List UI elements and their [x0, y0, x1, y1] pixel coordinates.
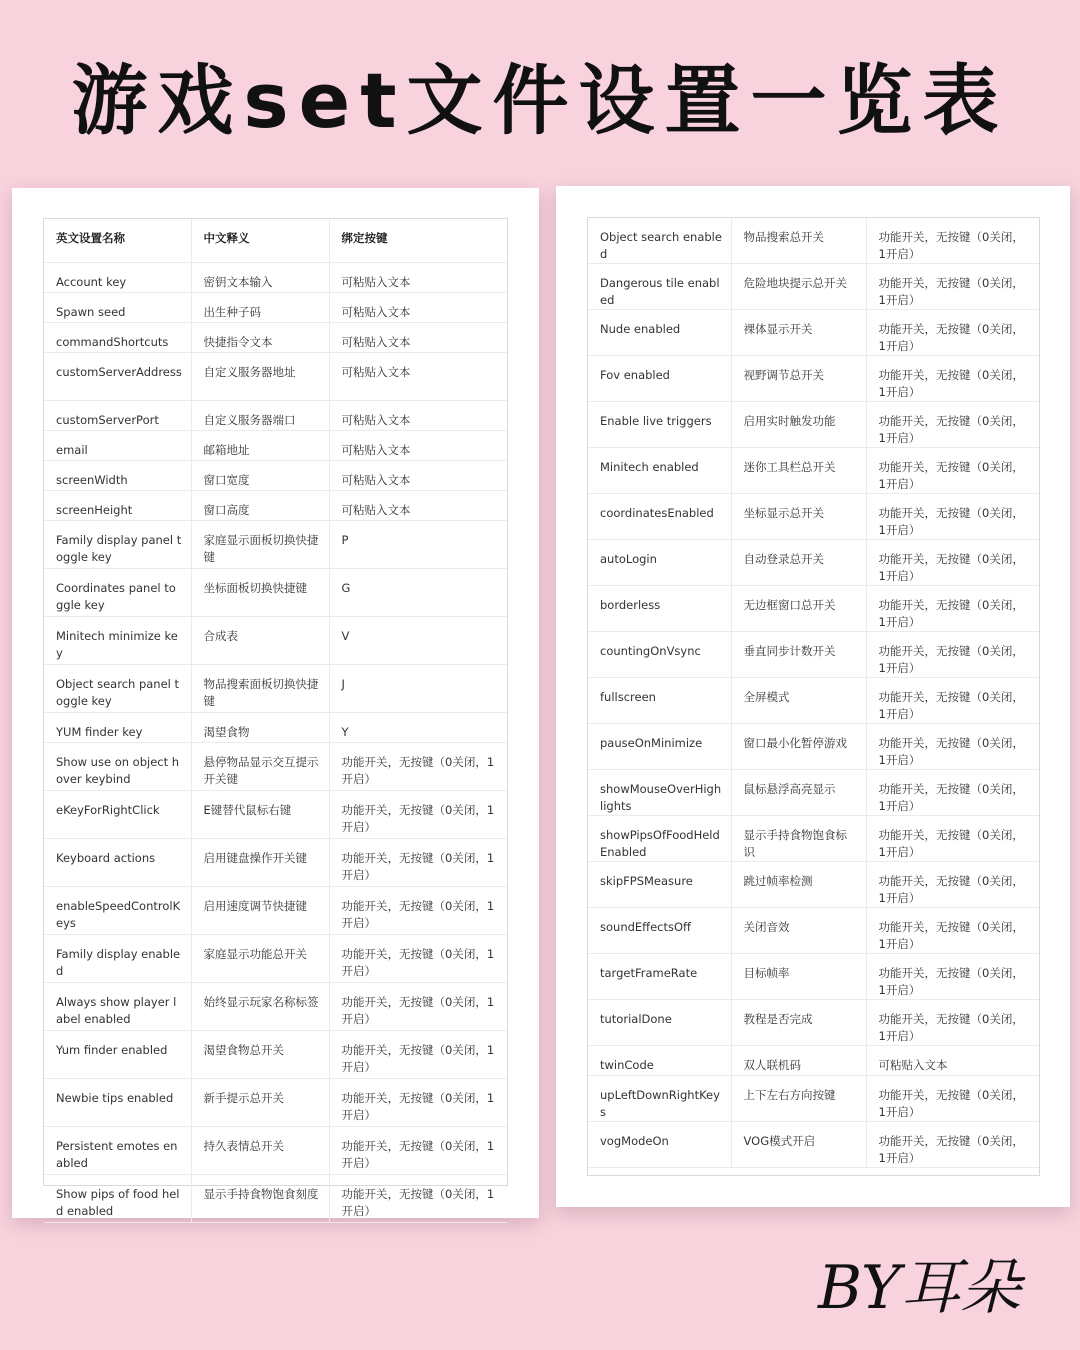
table-row: [588, 1000, 1039, 1046]
cell-english-name: Object search enabled: [588, 218, 731, 264]
cell-english-name: YUM finder key: [44, 713, 191, 743]
cell-key-binding: 功能开关，无按键（0关闭，1开启）: [329, 1079, 507, 1127]
cell-key-binding: 功能开关，无按键（0关闭，1开启）: [866, 402, 1039, 448]
cell-chinese-meaning: 窗口最小化暂停游戏: [731, 724, 866, 770]
cell-key-binding: G: [329, 569, 507, 617]
table-row: [588, 586, 1039, 632]
cell-english-name: vogModeOn: [588, 1122, 731, 1168]
cell-english-name: borderless: [588, 586, 731, 632]
cell-key-binding: 功能开关，无按键（0关闭，1开启）: [866, 908, 1039, 954]
cell-english-name: Yum finder enabled: [44, 1031, 191, 1079]
table-row: [588, 816, 1039, 862]
cell-chinese-meaning: 持久表情总开关: [191, 1127, 329, 1175]
table-row: [44, 935, 507, 983]
cell-chinese-meaning: 物品搜索面板切换快捷键: [191, 665, 329, 713]
left-table-frame: [43, 218, 508, 1218]
cell-chinese-meaning: 显示手持食物饱食标识: [731, 816, 866, 862]
table-row: [588, 724, 1039, 770]
cell-key-binding: 可粘贴入文本: [329, 491, 507, 521]
table-row: [588, 402, 1039, 448]
cell-english-name: Show pips of food held enabled: [44, 1175, 191, 1223]
table-row: [44, 1127, 507, 1175]
cell-chinese-meaning: 家庭显示面板切换快捷键: [191, 521, 329, 569]
cell-english-name: customServerPort: [44, 401, 191, 431]
cell-english-name: Persistent emotes enabled: [44, 1127, 191, 1175]
cell-chinese-meaning: 坐标显示总开关: [731, 494, 866, 540]
page-title: 游戏set文件设置一览表: [71, 56, 1009, 145]
cell-chinese-meaning: 密钥文本输入: [191, 263, 329, 293]
cell-key-binding: 可粘贴入文本: [329, 263, 507, 293]
cell-chinese-meaning: 危险地块提示总开关: [731, 264, 866, 310]
cell-english-name: fullscreen: [588, 678, 731, 724]
cell-english-name: pauseOnMinimize: [588, 724, 731, 770]
cell-chinese-meaning: 快捷指令文本: [191, 323, 329, 353]
cell-english-name: Enable live triggers: [588, 402, 731, 448]
cell-chinese-meaning: 迷你工具栏总开关: [731, 448, 866, 494]
table-row: [588, 1122, 1039, 1168]
cell-key-binding: P: [329, 521, 507, 569]
cell-chinese-meaning: 垂直同步计数开关: [731, 632, 866, 678]
table-row: [588, 448, 1039, 494]
cell-english-name: skipFPSMeasure: [588, 862, 731, 908]
cell-key-binding: 功能开关，无按键（0关闭，1开启）: [866, 724, 1039, 770]
cell-english-name: Dangerous tile enabled: [588, 264, 731, 310]
table-row: [44, 839, 507, 887]
cell-english-name: autoLogin: [588, 540, 731, 586]
cell-chinese-meaning: 自定义服务器地址: [191, 353, 329, 401]
table-row: [588, 632, 1039, 678]
cell-english-name: upLeftDownRightKeys: [588, 1076, 731, 1122]
cell-english-name: eKeyForRightClick: [44, 791, 191, 839]
cell-key-binding: 功能开关，无按键（0关闭，1开启）: [866, 356, 1039, 402]
table-row: [588, 356, 1039, 402]
cell-chinese-meaning: 无边框窗口总开关: [731, 586, 866, 632]
cell-chinese-meaning: 显示手持食物饱食刻度: [191, 1175, 329, 1223]
cell-chinese-meaning: 出生种子码: [191, 293, 329, 323]
cell-english-name: countingOnVsync: [588, 632, 731, 678]
cell-english-name: Always show player label enabled: [44, 983, 191, 1031]
cell-english-name: Minitech minimize key: [44, 617, 191, 665]
cell-key-binding: 功能开关，无按键（0关闭，1开启）: [866, 448, 1039, 494]
right-table-sheet: [556, 186, 1070, 1207]
cell-chinese-meaning: E键替代鼠标右键: [191, 791, 329, 839]
cell-english-name: Nude enabled: [588, 310, 731, 356]
table-row: [44, 713, 507, 743]
table-row: [44, 665, 507, 713]
cell-english-name: targetFrameRate: [588, 954, 731, 1000]
cell-english-name: coordinatesEnabled: [588, 494, 731, 540]
left-table-sheet: [12, 188, 539, 1218]
cell-chinese-meaning: 关闭音效: [731, 908, 866, 954]
cell-key-binding: 功能开关，无按键（0关闭，1开启）: [329, 743, 507, 791]
cell-english-name: Newbie tips enabled: [44, 1079, 191, 1127]
header-key-binding: 绑定按键: [329, 219, 507, 263]
cell-key-binding: 功能开关，无按键（0关闭，1开启）: [866, 310, 1039, 356]
cell-key-binding: 功能开关，无按键（0关闭，1开启）: [329, 935, 507, 983]
cell-chinese-meaning: 合成表: [191, 617, 329, 665]
cell-chinese-meaning: 渴望食物总开关: [191, 1031, 329, 1079]
cell-key-binding: 可粘贴入文本: [329, 353, 507, 401]
cell-key-binding: 可粘贴入文本: [329, 323, 507, 353]
cell-key-binding: 功能开关，无按键（0关闭，1开启）: [866, 862, 1039, 908]
cell-key-binding: 功能开关，无按键（0关闭，1开启）: [866, 264, 1039, 310]
cell-chinese-meaning: 自定义服务器端口: [191, 401, 329, 431]
table-row: [44, 293, 507, 323]
cell-chinese-meaning: 坐标面板切换快捷键: [191, 569, 329, 617]
cell-english-name: enableSpeedControlKeys: [44, 887, 191, 935]
table-row: [44, 983, 507, 1031]
cell-english-name: Coordinates panel toggle key: [44, 569, 191, 617]
cell-chinese-meaning: 全屏模式: [731, 678, 866, 724]
cell-chinese-meaning: 渴望食物: [191, 713, 329, 743]
cell-english-name: Family display enabled: [44, 935, 191, 983]
cell-key-binding: 功能开关，无按键（0关闭，1开启）: [866, 218, 1039, 264]
table-row: [44, 431, 507, 461]
cell-key-binding: 功能开关，无按键（0关闭，1开启）: [866, 678, 1039, 724]
cell-key-binding: 功能开关，无按键（0关闭，1开启）: [866, 770, 1039, 816]
cell-key-binding: 功能开关，无按键（0关闭，1开启）: [329, 887, 507, 935]
cell-chinese-meaning: 跳过帧率检测: [731, 862, 866, 908]
cell-chinese-meaning: 家庭显示功能总开关: [191, 935, 329, 983]
cell-english-name: soundEffectsOff: [588, 908, 731, 954]
table-row: [588, 862, 1039, 908]
cell-key-binding: 可粘贴入文本: [329, 431, 507, 461]
header-english-name: 英文设置名称: [44, 219, 191, 263]
cell-english-name: Keyboard actions: [44, 839, 191, 887]
table-row: [588, 540, 1039, 586]
table-row: [44, 461, 507, 491]
cell-chinese-meaning: 上下左右方向按键: [731, 1076, 866, 1122]
table-row: [44, 1031, 507, 1079]
table-row: [588, 218, 1039, 264]
cell-chinese-meaning: 邮箱地址: [191, 431, 329, 461]
cell-chinese-meaning: 教程是否完成: [731, 1000, 866, 1046]
table-row: [588, 1046, 1039, 1076]
cell-chinese-meaning: 裸体显示开关: [731, 310, 866, 356]
table-row: [588, 908, 1039, 954]
cell-english-name: showMouseOverHighlights: [588, 770, 731, 816]
cell-key-binding: 可粘贴入文本: [329, 401, 507, 431]
table-row: [44, 401, 507, 431]
cell-key-binding: 功能开关，无按键（0关闭，1开启）: [866, 816, 1039, 862]
settings-table-left: [44, 219, 507, 1223]
author-signature: BY耳朵: [818, 1253, 1021, 1323]
cell-chinese-meaning: 物品搜索总开关: [731, 218, 866, 264]
cell-key-binding: 功能开关，无按键（0关闭，1开启）: [866, 632, 1039, 678]
cell-key-binding: 功能开关，无按键（0关闭，1开启）: [866, 1122, 1039, 1168]
table-row: [44, 323, 507, 353]
cell-key-binding: Y: [329, 713, 507, 743]
right-table-frame: [587, 217, 1040, 1176]
cell-english-name: showPipsOfFoodHeldEnabled: [588, 816, 731, 862]
table-row: [44, 791, 507, 839]
table-row: [44, 353, 507, 401]
cell-english-name: Show use on object hover keybind: [44, 743, 191, 791]
cell-chinese-meaning: 新手提示总开关: [191, 1079, 329, 1127]
cell-key-binding: 功能开关，无按键（0关闭，1开启）: [329, 983, 507, 1031]
cell-key-binding: J: [329, 665, 507, 713]
cell-english-name: commandShortcuts: [44, 323, 191, 353]
cell-chinese-meaning: 悬停物品显示交互提示开关键: [191, 743, 329, 791]
cell-key-binding: 功能开关，无按键（0关闭，1开启）: [329, 1127, 507, 1175]
table-row: [588, 264, 1039, 310]
table-header-row: [44, 219, 507, 263]
table-row: [44, 617, 507, 665]
table-row: [44, 743, 507, 791]
table-row: [588, 1076, 1039, 1122]
cell-key-binding: 功能开关，无按键（0关闭，1开启）: [866, 540, 1039, 586]
cell-chinese-meaning: 启用键盘操作开关键: [191, 839, 329, 887]
table-row: [44, 491, 507, 521]
cell-chinese-meaning: 启用速度调节快捷键: [191, 887, 329, 935]
table-row: [588, 954, 1039, 1000]
table-row: [44, 263, 507, 293]
cell-english-name: tutorialDone: [588, 1000, 731, 1046]
cell-key-binding: 功能开关，无按键（0关闭，1开启）: [866, 954, 1039, 1000]
table-row: [44, 521, 507, 569]
cell-key-binding: 可粘贴入文本: [329, 293, 507, 323]
cell-english-name: customServerAddress: [44, 353, 191, 401]
cell-chinese-meaning: 目标帧率: [731, 954, 866, 1000]
cell-english-name: screenHeight: [44, 491, 191, 521]
cell-key-binding: 可粘贴入文本: [329, 461, 507, 491]
cell-key-binding: 功能开关，无按键（0关闭，1开启）: [866, 586, 1039, 632]
cell-key-binding: 功能开关，无按键（0关闭，1开启）: [866, 1000, 1039, 1046]
cell-chinese-meaning: 双人联机码: [731, 1046, 866, 1076]
table-row: [44, 1175, 507, 1223]
cell-chinese-meaning: 鼠标悬浮高亮显示: [731, 770, 866, 816]
cell-english-name: Object search panel toggle key: [44, 665, 191, 713]
cell-chinese-meaning: 视野调节总开关: [731, 356, 866, 402]
table-row: [588, 310, 1039, 356]
cell-key-binding: 功能开关，无按键（0关闭，1开启）: [329, 1175, 507, 1223]
table-row: [44, 1079, 507, 1127]
cell-chinese-meaning: 始终显示玩家名称标签: [191, 983, 329, 1031]
cell-chinese-meaning: VOG模式开启: [731, 1122, 866, 1168]
cell-english-name: email: [44, 431, 191, 461]
cell-chinese-meaning: 窗口宽度: [191, 461, 329, 491]
table-row: [588, 770, 1039, 816]
cell-english-name: Account key: [44, 263, 191, 293]
cell-english-name: Fov enabled: [588, 356, 731, 402]
cell-key-binding: 功能开关，无按键（0关闭，1开启）: [329, 839, 507, 887]
cell-key-binding: 功能开关，无按键（0关闭，1开启）: [329, 791, 507, 839]
cell-key-binding: 功能开关，无按键（0关闭，1开启）: [866, 1076, 1039, 1122]
cell-key-binding: 功能开关，无按键（0关闭，1开启）: [866, 494, 1039, 540]
cell-key-binding: 功能开关，无按键（0关闭，1开启）: [329, 1031, 507, 1079]
cell-chinese-meaning: 自动登录总开关: [731, 540, 866, 586]
table-row: [44, 569, 507, 617]
cell-key-binding: V: [329, 617, 507, 665]
cell-chinese-meaning: 窗口高度: [191, 491, 329, 521]
cell-english-name: Family display panel toggle key: [44, 521, 191, 569]
settings-table-right: [588, 218, 1039, 1168]
table-row: [588, 678, 1039, 724]
cell-english-name: Spawn seed: [44, 293, 191, 323]
table-row: [44, 887, 507, 935]
cell-english-name: Minitech enabled: [588, 448, 731, 494]
cell-english-name: screenWidth: [44, 461, 191, 491]
table-row: [588, 494, 1039, 540]
cell-chinese-meaning: 启用实时触发功能: [731, 402, 866, 448]
header-chinese-meaning: 中文释义: [191, 219, 329, 263]
cell-key-binding: 可粘贴入文本: [866, 1046, 1039, 1076]
cell-english-name: twinCode: [588, 1046, 731, 1076]
